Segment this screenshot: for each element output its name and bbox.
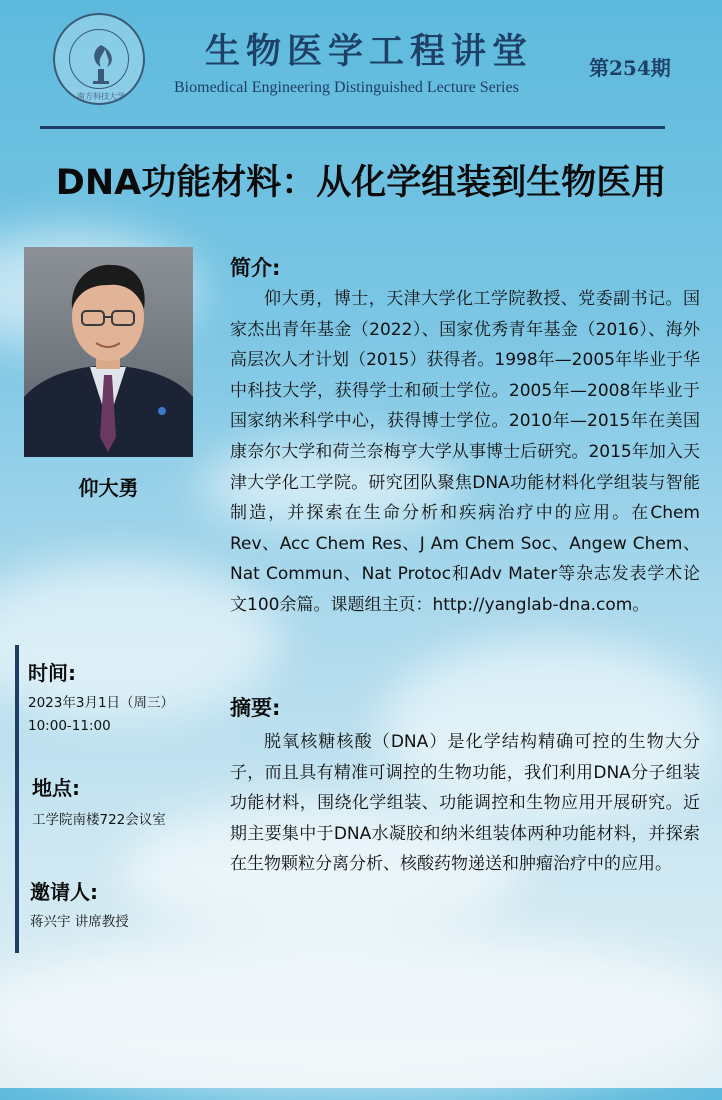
- lecture-title: DNA功能材料：从化学组装到生物医用: [55, 163, 667, 203]
- event-host: 蒋兴宇 讲席教授: [30, 914, 129, 930]
- abstract-paragraph: 脱氧核糖核酸（DNA）是化学结构精确可控的生物大分子，而且具有精准可调控的生物功能，我们利用DNA分子组装功能材料，围绕化学组装、功能调控和生物应用开展研究。近期主要集中于DNA水凝胶和纳米组装体两种功能材料，并探索在生物颗粒分离分析、核酸药物递送和肿瘤治疗中的应用。: [230, 732, 700, 875]
- intro-paragraph: 仰大勇，博士，天津大学化工学院教授、党委副书记。国家杰出青年基金（2022）、国家优秀青年基金（2016）、海外高层次人才计划（2015）获得者。1998年—2005年毕业于华中科技大学，获得学士和硕士学位。2005年—2008年毕业于国家纳米科学中心，获得博士学位。2010年—2015年在美国康奈尔大学和荷兰奈梅亨大学从事博士后研究。2015年加入天津大学化工学院。研究团队聚焦DNA功能材料化学组装与智能制造，并探索在生命分析和疾病治疗中的应用。在Chem Rev、Acc Chem Res、J Am Chem Soc、Angew Chem、Nat Commun、Nat Protoc和Adv Mater等杂志发表学术论文100余篇。课题组主页：http://yanglab-dna.com。: [230, 289, 700, 615]
- host-label: 邀请人:: [30, 880, 98, 904]
- place-label: 地点:: [32, 776, 80, 800]
- event-date: 2023年3月1日（周三）: [28, 695, 175, 711]
- issue-number: 第254期: [589, 56, 671, 80]
- abstract-heading: 摘要:: [230, 696, 281, 720]
- speaker-photo: [24, 247, 193, 457]
- intro-heading: 简介:: [230, 256, 281, 280]
- event-time: 10:00-11:00: [28, 718, 111, 734]
- event-place: 工学院南楼722会议室: [32, 812, 166, 828]
- cloud-decoration: [0, 930, 722, 1100]
- series-title: 生物医学工程讲堂: [205, 31, 534, 72]
- time-label: 时间:: [28, 661, 76, 685]
- university-logo: [53, 13, 145, 105]
- header-divider: [40, 126, 665, 129]
- speaker-name: 仰大勇: [78, 476, 139, 500]
- details-sidebar-bar: [15, 645, 19, 953]
- logo-chinese-text: 南方科技大学: [77, 92, 125, 101]
- header: [0, 0, 722, 135]
- series-subtitle: Biomedical Engineering Distinguished Lecture Series: [174, 79, 519, 96]
- torch-emblem-icon: [55, 15, 147, 107]
